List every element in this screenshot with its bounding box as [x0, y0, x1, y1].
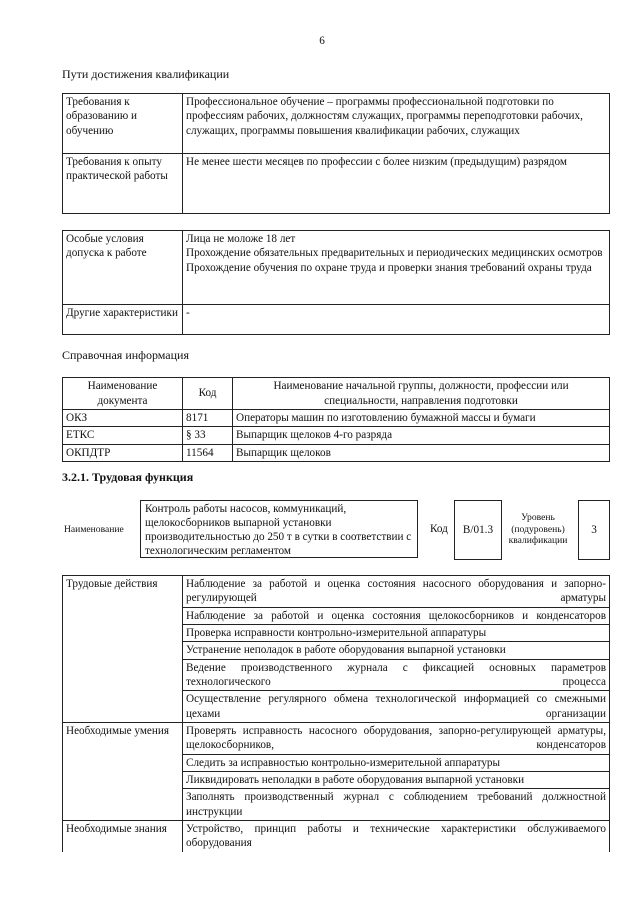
admission-value: Лица не моложе 18 лет	[186, 233, 296, 245]
other-characteristics-value: -	[183, 305, 610, 335]
education-label: Требования к образованию и обучению	[63, 94, 183, 154]
cell: Выпарщик щелоков 4-го разряда	[233, 427, 610, 444]
table-header-row	[63, 378, 610, 410]
education-value: Профессиональное обучение – программы профессиональной подготовки по профессиям рабочих, должностям служащих, программы переподготовки рабочих, служащих, программы повышения квалификации рабочих, служащих	[183, 94, 610, 154]
reference-table	[62, 377, 610, 462]
code-value: В/01.3	[454, 500, 502, 560]
cell: 8171	[183, 410, 233, 427]
action-item: Наблюдение за работой и оценка состояния насосного оборудования и запорно-регулирующей арматуры	[183, 576, 610, 608]
table-row	[63, 154, 610, 214]
skill-item: Проверять исправность насосного оборудования, запорно-регулирующей арматуры, щелокосборников, конденсаторов	[183, 722, 610, 754]
skill-item: Ликвидировать неполадки в работе оборудования выпарной установки	[183, 771, 610, 788]
code-label: Код	[430, 523, 448, 535]
action-item: Устранение неполадок в работе оборудования выпарной установки	[183, 642, 610, 659]
table-row	[63, 444, 610, 461]
table-row	[63, 820, 610, 851]
cell: ОКЗ	[63, 410, 183, 427]
table-row	[63, 722, 610, 754]
cell: 11564	[183, 444, 233, 461]
cell: ОКПДТР	[63, 444, 183, 461]
skills-label: Необходимые умения	[63, 722, 183, 820]
table-row	[63, 410, 610, 427]
level-value: 3	[578, 500, 610, 560]
admission-value: Прохождение обучения по охране труда и проверки знания требований охраны труда	[186, 261, 592, 274]
labor-function-name: Контроль работы насосов, коммуникаций, щелокосборников выпарной установки производительностью до 250 т в сутки в соответствии с технологическим регламентом	[140, 500, 418, 558]
action-item: Наблюдение за работой и оценка состояния щелокосборников и конденсаторов	[183, 607, 610, 624]
cell: Выпарщик щелоков	[233, 444, 610, 461]
header-name: Наименование начальной группы, должности, профессии или специальности, направления подготовки	[233, 378, 610, 410]
other-characteristics-label: Другие характеристики	[63, 305, 183, 335]
level-label: Уровень (подуровень) квалификации	[508, 512, 568, 546]
table-row	[63, 94, 610, 154]
skill-item: Заполнять производственный журнал с соблюдением требований должностной инструкции	[183, 789, 610, 821]
action-item: Осуществление регулярного обмена технологической информацией со смежными цехами организации	[183, 691, 610, 723]
admission-value: Прохождение обязательных предварительных и периодических медицинских осмотров	[186, 247, 603, 260]
admission-label: Особые условия допуска к работе	[63, 231, 183, 305]
action-item: Ведение производственного журнала с фиксацией основных параметров технологического процесса	[183, 659, 610, 691]
table-row	[63, 427, 610, 444]
knowledge-label: Необходимые знания	[63, 820, 183, 851]
skill-item: Следить за исправностью контрольно-измерительной аппаратуры	[183, 754, 610, 771]
experience-value: Не менее шести месяцев по профессии с более низким (предыдущим) разрядом	[183, 154, 610, 214]
table-row	[63, 231, 610, 305]
experience-label: Требования к опыту практической работы	[63, 154, 183, 214]
actions-label: Трудовые действия	[63, 576, 183, 723]
functions-table	[62, 575, 610, 852]
header-code: Код	[183, 378, 233, 410]
table-row	[63, 305, 610, 335]
admission-table	[62, 230, 610, 335]
header-document: Наименование документа	[63, 378, 183, 410]
cell: ЕТКС	[63, 427, 183, 444]
labor-function-title: 3.2.1. Трудовая функция	[62, 470, 194, 484]
knowledge-item: Устройство, принцип работы и технические характеристики обслуживаемого оборудования	[183, 820, 610, 851]
qualification-paths-title: Пути достижения квалификации	[62, 67, 230, 81]
admission-values	[183, 231, 610, 305]
cell: § 33	[183, 427, 233, 444]
cell: Операторы машин по изготовлению бумажной массы и бумаги	[233, 410, 610, 427]
table-row	[63, 576, 610, 608]
page-number: 6	[319, 35, 325, 47]
name-label: Наименование	[64, 524, 124, 535]
qualification-paths-table	[62, 93, 610, 214]
action-item: Проверка исправности контрольно-измерительной аппаратуры	[183, 624, 610, 641]
reference-title: Справочная информация	[62, 348, 189, 362]
